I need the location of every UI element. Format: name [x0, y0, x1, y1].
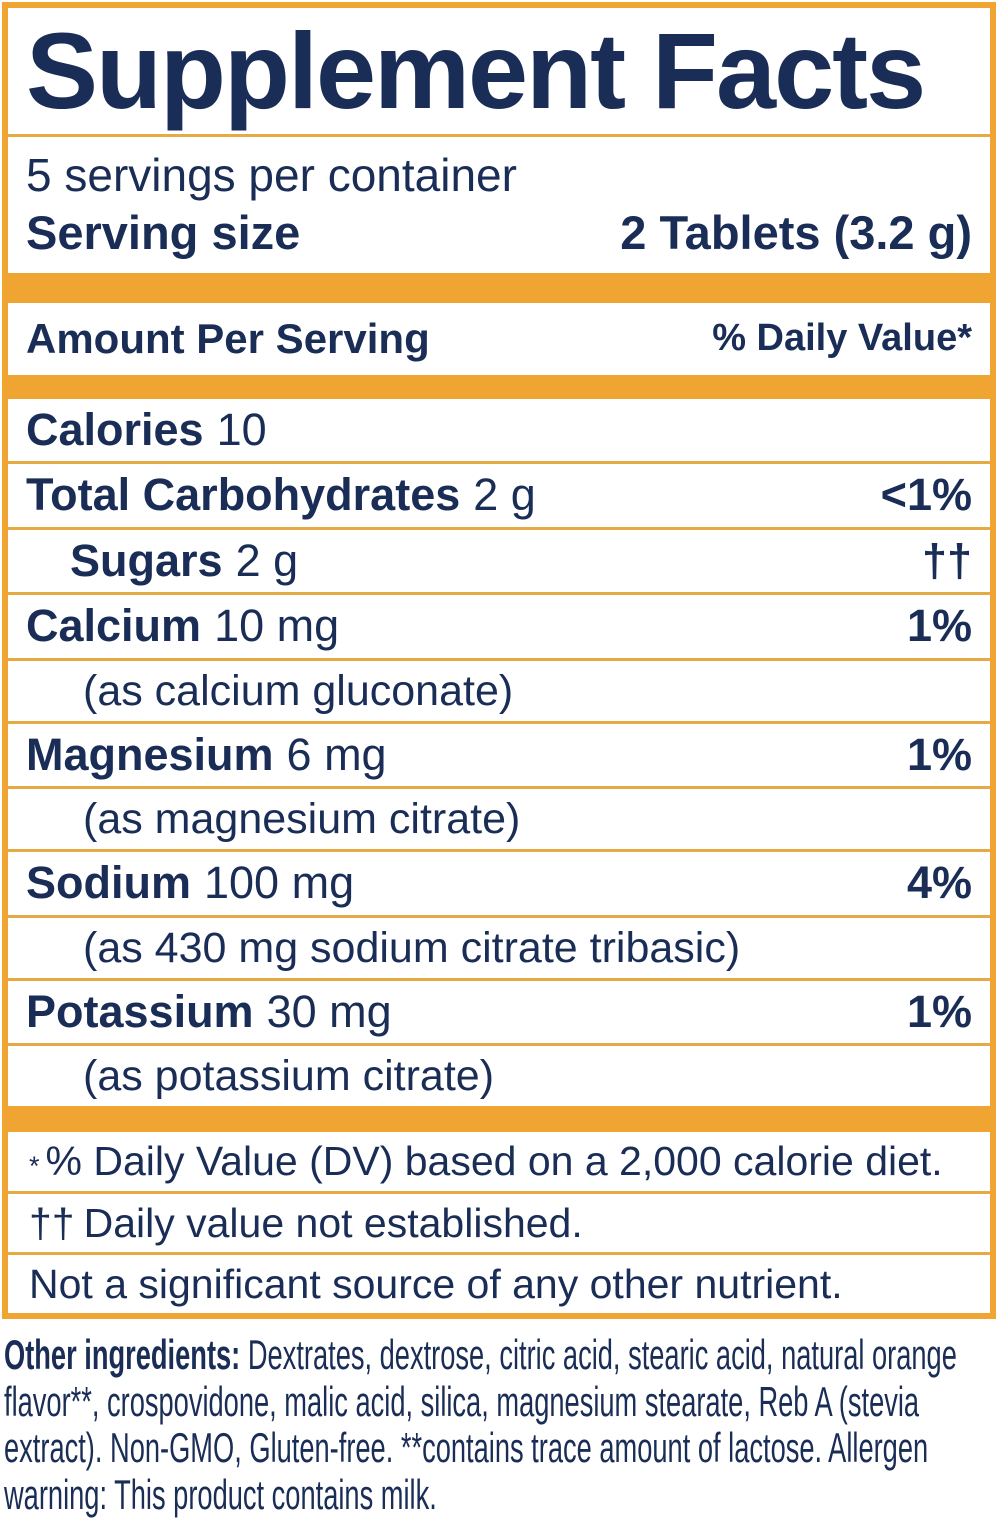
nutrient-row-magnesium	[8, 721, 990, 786]
nutrient-name: Sugars	[70, 534, 223, 586]
nutrient-amount: 10 mg	[214, 600, 340, 652]
other-ingredients-text: Dextrates, dextrose, citric acid, stearic acid, natural orange flavor**, crospovidone, malic acid, silica, magnesium stearate, Reb A (stevia extract). Non-GMO, Gluten-free. **contains trace amount of lactose. Allergen warning: This product contains milk.	[4, 1331, 957, 1518]
nutrient-row-sodium	[8, 849, 990, 914]
nutrient-row-potassium	[8, 978, 990, 1043]
nutrient-name: Magnesium	[26, 728, 274, 780]
nutrient-row-calcium	[8, 592, 990, 657]
divider-bar-footer	[8, 1106, 990, 1132]
footnote-text: % Daily Value (DV) based on a 2,000 calorie diet.	[45, 1138, 943, 1185]
nutrient-name: Potassium	[26, 985, 254, 1037]
column-header-row	[8, 303, 990, 375]
nutrient-source: (as magnesium citrate)	[83, 795, 521, 844]
nutrient-amount: 100 mg	[204, 857, 355, 909]
divider-bar-thick	[8, 273, 990, 303]
serving-size-label: Serving size	[26, 206, 301, 260]
nutrient-dv: ††	[921, 534, 972, 586]
serving-size-row	[8, 202, 990, 273]
nutrient-source: (as 430 mg sodium citrate tribasic)	[83, 923, 741, 972]
panel-title: Supplement Facts	[8, 8, 990, 137]
nutrient-dv: <1%	[880, 469, 972, 521]
footnote-text: Not a significant source of any other nutrient.	[29, 1261, 843, 1308]
asterisk-marker: *	[29, 1151, 40, 1182]
nutrient-amount: 10	[216, 403, 267, 455]
nutrient-row-total-carbohydrates	[8, 461, 990, 526]
nutrient-dv: 1%	[906, 728, 972, 780]
nutrient-source-row-potassium	[8, 1043, 990, 1106]
nutrient-source: (as potassium citrate)	[83, 1052, 495, 1101]
footnote-text: Daily value not established.	[83, 1199, 583, 1246]
other-ingredients-paragraph	[4, 1332, 997, 1518]
nutrient-dv: 1%	[906, 985, 972, 1037]
divider-bar-medium	[8, 375, 990, 399]
nutrient-name: Calories	[26, 403, 204, 455]
dagger-marker: ††	[29, 1199, 75, 1246]
nutrient-amount: 2 g	[235, 534, 299, 586]
nutrient-source-row-magnesium	[8, 786, 990, 849]
daily-value-label: % Daily Value*	[712, 317, 972, 360]
nutrient-dv: 4%	[906, 857, 972, 909]
footnote-daily-value	[8, 1132, 990, 1190]
nutrient-amount: 30 mg	[266, 985, 392, 1037]
other-ingredients-label: Other ingredients:	[4, 1331, 241, 1379]
servings-per-container: 5 servings per container	[26, 149, 517, 202]
nutrient-source: (as calcium gluconate)	[83, 666, 514, 715]
nutrient-name: Calcium	[26, 600, 202, 652]
footnote-not-established	[8, 1191, 990, 1252]
nutrient-amount: 6 mg	[286, 728, 387, 780]
serving-size-value: 2 Tablets (3.2 g)	[620, 206, 972, 260]
amount-per-serving-label: Amount Per Serving	[26, 314, 430, 362]
nutrient-row-sugars	[8, 527, 990, 592]
nutrient-name: Total Carbohydrates	[26, 469, 461, 521]
nutrient-source-row-calcium	[8, 658, 990, 721]
nutrient-source-row-sodium	[8, 915, 990, 978]
nutrient-amount: 2 g	[473, 469, 536, 521]
supplement-facts-panel	[2, 2, 996, 1319]
nutrient-dv: 1%	[906, 600, 972, 652]
footnote-no-other-nutrient	[8, 1252, 990, 1313]
nutrient-name: Sodium	[26, 857, 191, 909]
nutrient-row-calories	[8, 399, 990, 461]
